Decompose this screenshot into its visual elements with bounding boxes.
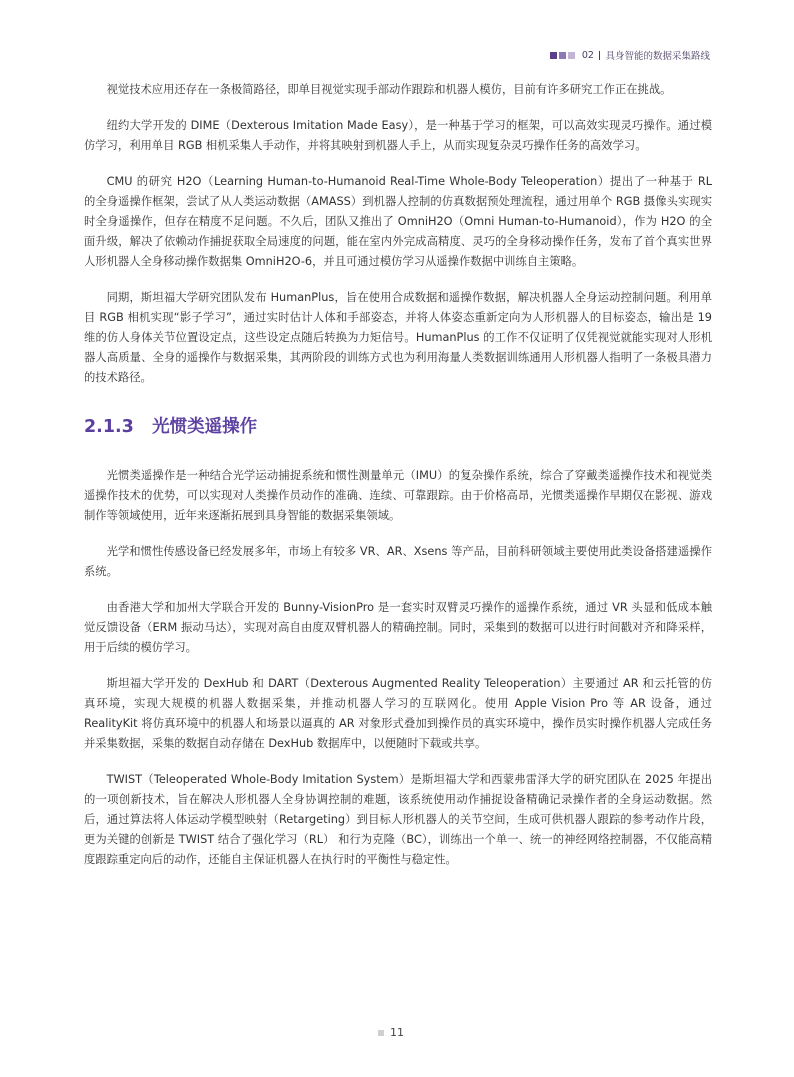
- page-footer: [378, 1026, 404, 1039]
- paragraph: 纽约大学开发的 DIME（Dexterous Imitation Made Easy），是一种基于学习的框架，可以高效实现灵巧操作。通过模仿学习，利用单目 RGB 相机采集人手动作，并将其映射到机器人手上，从而实现复杂灵巧操作任务的高效学习。: [84, 119, 712, 152]
- paragraph: TWIST（Teleoperated Whole-Body Imitation System）是斯坦福大学和西蒙弗雷泽大学的研究团队在 2025 年提出的一项创新技术，旨在解决人形机器人全身协调控制的难题，该系统使用动作捕捉设备精确记录操作者的全身运动数据。然后，通过算法将人体运动学模型映射（Retargeting）到目标人形机器人的关节空间，生成可供机器人跟踪的参考动作片段，更为关键的创新是 TWIST 结合了强化学习（RL） 和行为克隆（BC），训练出一个单一、统一的神经网络控制器，不仅能高精度跟踪重定向后的动作，还能自主保证机器人在执行时的平衡性与稳定性。: [84, 773, 712, 866]
- paragraph: 光惯类遥操作是一种结合光学运动捕捉系统和惯性测量单元（IMU）的复杂操作系统，综合了穿戴类遥操作技术和视觉类遥操作技术的优势，可以实现对人类操作员动作的准确、连续、可靠跟踪。由于价格高昂，光惯类遥操作早期仅在影视、游戏制作等领域使用，近年来逐渐拓展到具身智能的数据采集领域。: [84, 469, 712, 522]
- header-divider: [599, 51, 601, 60]
- chapter-number: 02: [581, 49, 594, 61]
- paragraph: 光学和惯性传感设备已经发展多年，市场上有较多 VR、AR、Xsens 等产品，目前科研领域主要使用此类设备搭建遥操作系统。: [84, 545, 712, 578]
- section-number: 2.1.3: [84, 417, 134, 437]
- chapter-title: 具身智能的数据采集路线: [605, 51, 710, 62]
- section-title: 光惯类遥操作: [152, 417, 258, 437]
- paragraph: CMU 的研究 H2O（Learning Human-to-Humanoid Real-Time Whole-Body Teleoperation）提出了一种基于 RL 的全身遥操作框架，尝试了从人类运动数据（AMASS）到机器人控制的仿真数据预处理流程，通过用单个 RGB 摄像头实现实时全身遥操作，但存在精度不足问题。不久后，团队又推出了 OmniH2O（Omni Human-to-Humanoid），作为 H2O 的全面升级，解决了依赖动作捕捉获取全局速度的问题，能在室内外完成高精度、灵巧的全身移动操作任务，发布了首个真实世界人形机器人全身移动操作数据集 OmniH2O-6，并且可通过模仿学习从遥操作数据中训练自主策略。: [84, 175, 712, 268]
- square-icon: [550, 52, 557, 59]
- paragraph: 由香港大学和加州大学联合开发的 Bunny-VisionPro 是一套实时双臂灵巧操作的遥操作系统，通过 VR 头显和低成本触觉反馈设备（ERM 振动马达），实现对高自由度双臂机器人的精确控制。同时，采集到的数据可以进行时间戳对齐和降采样，用于后续的模仿学习。: [84, 601, 712, 654]
- paragraph: 同期，斯坦福大学研究团队发布 HumanPlus，旨在使用合成数据和遥操作数据，解决机器人全身运动控制问题。利用单目 RGB 相机实现“影子学习”，通过实时估计人体和手部姿态，并将人体姿态重新定向为人形机器人的目标姿态，输出是 19 维的仿人身体关节位置设定点，这些设定点随后转换为力矩信号。HumanPlus 的工作不仅证明了仅凭视觉就能实现对人形机器人高质量、全身的遥操作与数据采集，其两阶段的训练方式也为利用海量人类数据训练通用人形机器人指明了一条极具潜力的技术路径。: [84, 291, 712, 384]
- paragraph: 斯坦福大学开发的 DexHub 和 DART（Dexterous Augmented Reality Teleoperation）主要通过 AR 和云托管的仿真环境，实现大规模的机器人数据采集，并推动机器人学习的互联网化。使用 Apple Vision Pro 等 AR 设备，通过 RealityKit 将仿真环境中的机器人和场景以逼真的 AR 对象形式叠加到操作员的真实环境中，操作员实时操作机器人完成任务并采集数据，采集的数据自动存储在 DexHub 数据库中，以便随时下载或共享。: [84, 677, 712, 750]
- square-icon: [559, 52, 566, 59]
- page-header: [550, 48, 710, 62]
- header-decoration-squares: [550, 52, 575, 59]
- page-body: [84, 80, 712, 870]
- square-icon: [378, 1030, 384, 1036]
- paragraph: 视觉技术应用还存在一条极简路径，即单目视觉实现手部动作跟踪和机器人模仿，目前有许多研究工作正在挑战。: [106, 83, 672, 96]
- page-number: 11: [390, 1026, 404, 1039]
- square-icon: [568, 52, 575, 59]
- section-heading: [84, 415, 712, 439]
